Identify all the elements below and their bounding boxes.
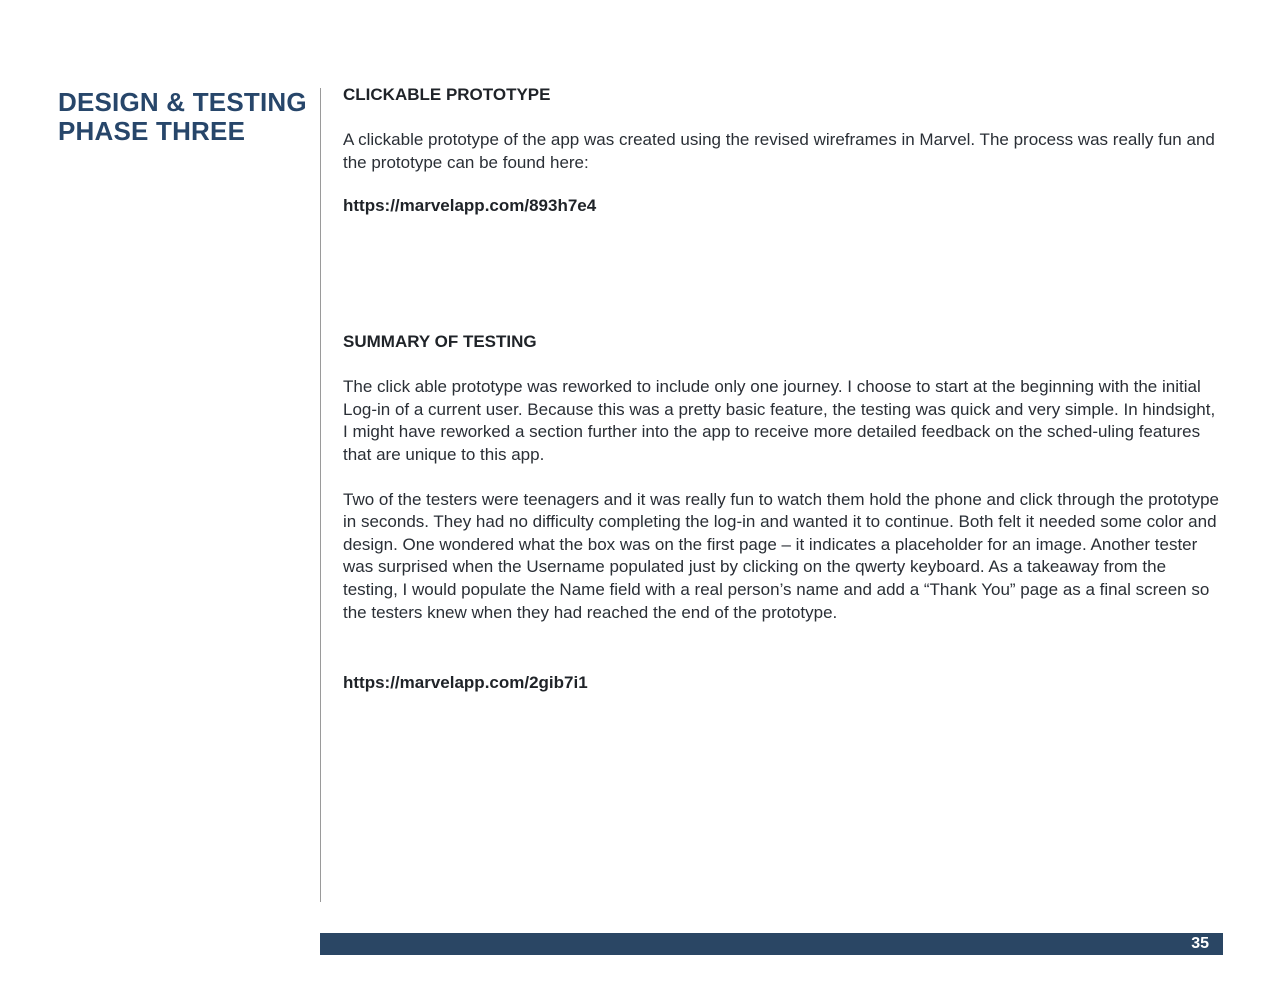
clickable-prototype-section xyxy=(343,84,1223,217)
prototype-paragraph: A clickable prototype of the app was created using the revised wireframes in Marvel. The process was really fun and the prototype can be found here: xyxy=(343,130,1215,172)
summary-of-testing-section xyxy=(343,331,1223,694)
section-heading-testing: SUMMARY OF TESTING xyxy=(343,332,537,352)
page-title-line-2: PHASE THREE xyxy=(58,116,246,146)
testing-paragraph-1: The click able prototype was reworked to include only one journey. I choose to start at the beginning with the initial Log-in of a current user. Because this was a pretty basic feature, the testing was quick and very simple. In hindsight, I might have reworked a section further into the app to receive more detailed feedback on the sched-uling features that are unique to this app. xyxy=(343,377,1216,464)
page-title xyxy=(58,88,313,146)
page-number: 35 xyxy=(1191,935,1209,952)
testing-link[interactable]: https://marvelapp.com/2gib7i1 xyxy=(343,673,588,693)
main-content xyxy=(343,84,1223,694)
footer-bar xyxy=(320,933,1223,955)
testing-paragraph-2: Two of the testers were teenagers and it was really fun to watch them hold the phone and click through the prototype in seconds. They had no difficulty completing the log-in and wanted it to continue. Both felt it needed some color and design. One wondered what the box was on the first page – it indicates a placeholder for an image. Another tester was surprised when the Username populated just by clicking on the qwerty keyboard. As a takeaway from the testing, I would populate the Name field with a real person’s name and add a “Thank You” page as a final screen so the testers knew when they had reached the end of the prototype. xyxy=(343,489,1220,622)
section-heading-prototype: CLICKABLE PROTOTYPE xyxy=(343,85,551,104)
page-title-line-1: DESIGN & TESTING xyxy=(58,87,307,117)
vertical-divider xyxy=(320,88,321,902)
prototype-link[interactable]: https://marvelapp.com/893h7e4 xyxy=(343,196,597,216)
